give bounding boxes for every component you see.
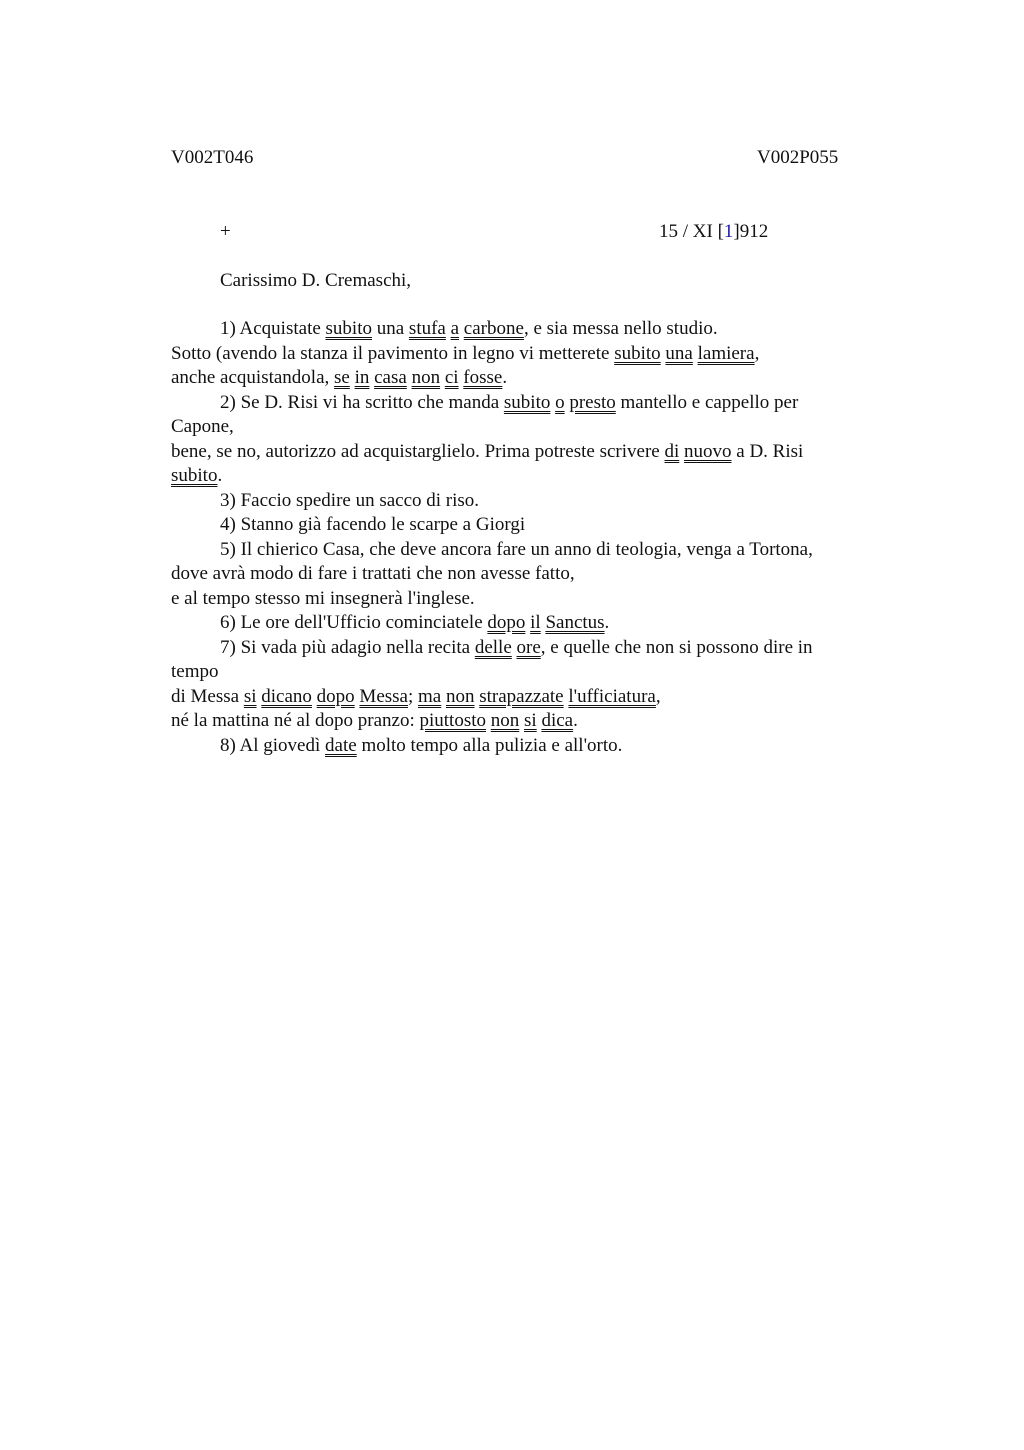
underlined-word: dica — [541, 710, 574, 731]
letter-line — [220, 611, 609, 635]
letter-line — [171, 562, 575, 586]
date-bracket-digit: 1 — [723, 221, 734, 242]
letter-date — [659, 220, 768, 244]
salutation: Carissimo D. Cremaschi, — [220, 270, 412, 291]
text-segment: anche acquistandola, — [171, 367, 335, 388]
letter-line — [220, 489, 479, 513]
underlined-word: fosse — [463, 367, 503, 388]
text-segment: e al tempo stesso mi insegnerà l'inglese. — [171, 588, 475, 609]
letter-line — [220, 391, 798, 415]
text-segment: 8) Al giovedì — [220, 735, 326, 756]
underlined-word: l'ufficiatura — [568, 686, 656, 707]
text-segment: tempo — [171, 661, 219, 682]
cross-symbol: + — [220, 221, 231, 242]
text-segment: , e quelle che non si possono dire in — [540, 637, 813, 658]
text-segment: né la mattina né al dopo pranzo: — [171, 710, 420, 731]
underlined-word: in — [354, 367, 370, 388]
underlined-word: nuovo — [684, 441, 732, 462]
text-segment: molto tempo alla pulizia e all'orto. — [356, 735, 623, 756]
letter-line — [220, 734, 622, 758]
underlined-word: strapazzate — [479, 686, 564, 707]
text-segment: 7) Si vada più adagio nella recita — [220, 637, 475, 658]
underlined-word: piuttosto — [419, 710, 487, 731]
text-segment: 3) Faccio spedire un sacco di riso. — [220, 490, 480, 511]
text-segment: una — [371, 318, 409, 339]
text-segment: . — [604, 612, 610, 633]
letter-line — [171, 464, 222, 488]
underlined-word: subito — [614, 343, 661, 364]
text-segment: 5) Il chierico Casa, che deve ancora fare un anno di teologia, venga a Tortona, — [220, 539, 813, 560]
underlined-word: date — [325, 735, 357, 756]
underlined-word: il — [530, 612, 541, 633]
underlined-word: ma — [418, 686, 442, 707]
header-right-code: V002P055 — [757, 147, 839, 168]
text-segment: , e sia messa nello studio. — [523, 318, 718, 339]
underlined-word: subito — [503, 392, 551, 413]
underlined-word: a — [450, 318, 460, 339]
date-suffix: ]912 — [733, 221, 769, 242]
underlined-word: ore — [516, 637, 541, 658]
underlined-word: lamiera — [697, 343, 755, 364]
underlined-word: delle — [474, 637, 512, 658]
text-segment: 1) Acquistate — [220, 318, 326, 339]
underlined-word: subito — [171, 465, 218, 486]
text-segment: . — [573, 710, 578, 731]
underlined-word: dopo — [316, 686, 355, 707]
text-segment: 6) Le ore dell'Ufficio cominciatele — [220, 612, 488, 633]
letter-line — [171, 440, 803, 464]
letter-line — [220, 636, 813, 660]
date-prefix: 15 / XI [ — [659, 221, 724, 242]
text-segment: . — [217, 465, 223, 486]
letter-line — [220, 317, 718, 341]
letter-line — [171, 709, 578, 733]
underlined-word: non — [490, 710, 520, 731]
text-segment: Capone, — [171, 416, 234, 437]
underlined-word: subito — [325, 318, 372, 339]
underlined-word: una — [665, 343, 693, 364]
text-segment: . — [502, 367, 508, 388]
underlined-word: dicano — [261, 686, 312, 707]
text-segment: dove avrà modo di fare i trattati che non avesse fatto, — [171, 563, 575, 584]
underlined-word: carbone — [463, 318, 524, 339]
underlined-word: non — [411, 367, 441, 388]
underlined-word: si — [524, 710, 537, 731]
underlined-word: Messa — [359, 686, 408, 707]
letter-line — [171, 587, 475, 611]
letter-line — [220, 538, 813, 562]
text-segment: 4) Stanno già facendo le scarpe a Giorgi — [220, 514, 526, 535]
letter-line — [220, 513, 525, 537]
underlined-word: o — [555, 392, 565, 413]
text-segment: , — [655, 686, 661, 707]
underlined-word: presto — [569, 392, 616, 413]
underlined-word: non — [445, 686, 475, 707]
letter-line — [171, 366, 507, 390]
text-segment: Sotto (avendo la stanza il pavimento in legno vi metterete — [171, 343, 615, 364]
letter-line — [171, 415, 234, 439]
text-segment: a D. Risi — [731, 441, 804, 462]
text-segment: 2) Se D. Risi vi ha scritto che manda — [220, 392, 504, 413]
underlined-word: Sanctus — [545, 612, 605, 633]
underlined-word: di — [664, 441, 680, 462]
underlined-word: casa — [374, 367, 407, 388]
header-left-code: V002T046 — [171, 147, 254, 168]
text-segment: di Messa — [171, 686, 244, 707]
letter-line — [171, 660, 219, 684]
underlined-word: ci — [444, 367, 459, 388]
underlined-word: dopo — [487, 612, 526, 633]
underlined-word: se — [334, 367, 350, 388]
underlined-word: si — [243, 686, 257, 707]
letter-line — [171, 685, 661, 709]
letter-line — [171, 342, 759, 366]
text-segment: ; — [407, 686, 419, 707]
text-segment: mantello e cappello per — [615, 392, 799, 413]
text-segment: , — [754, 343, 760, 364]
underlined-word: stufa — [408, 318, 446, 339]
text-segment: bene, se no, autorizzo ad acquistarglielo. Prima potreste scrivere — [171, 441, 665, 462]
